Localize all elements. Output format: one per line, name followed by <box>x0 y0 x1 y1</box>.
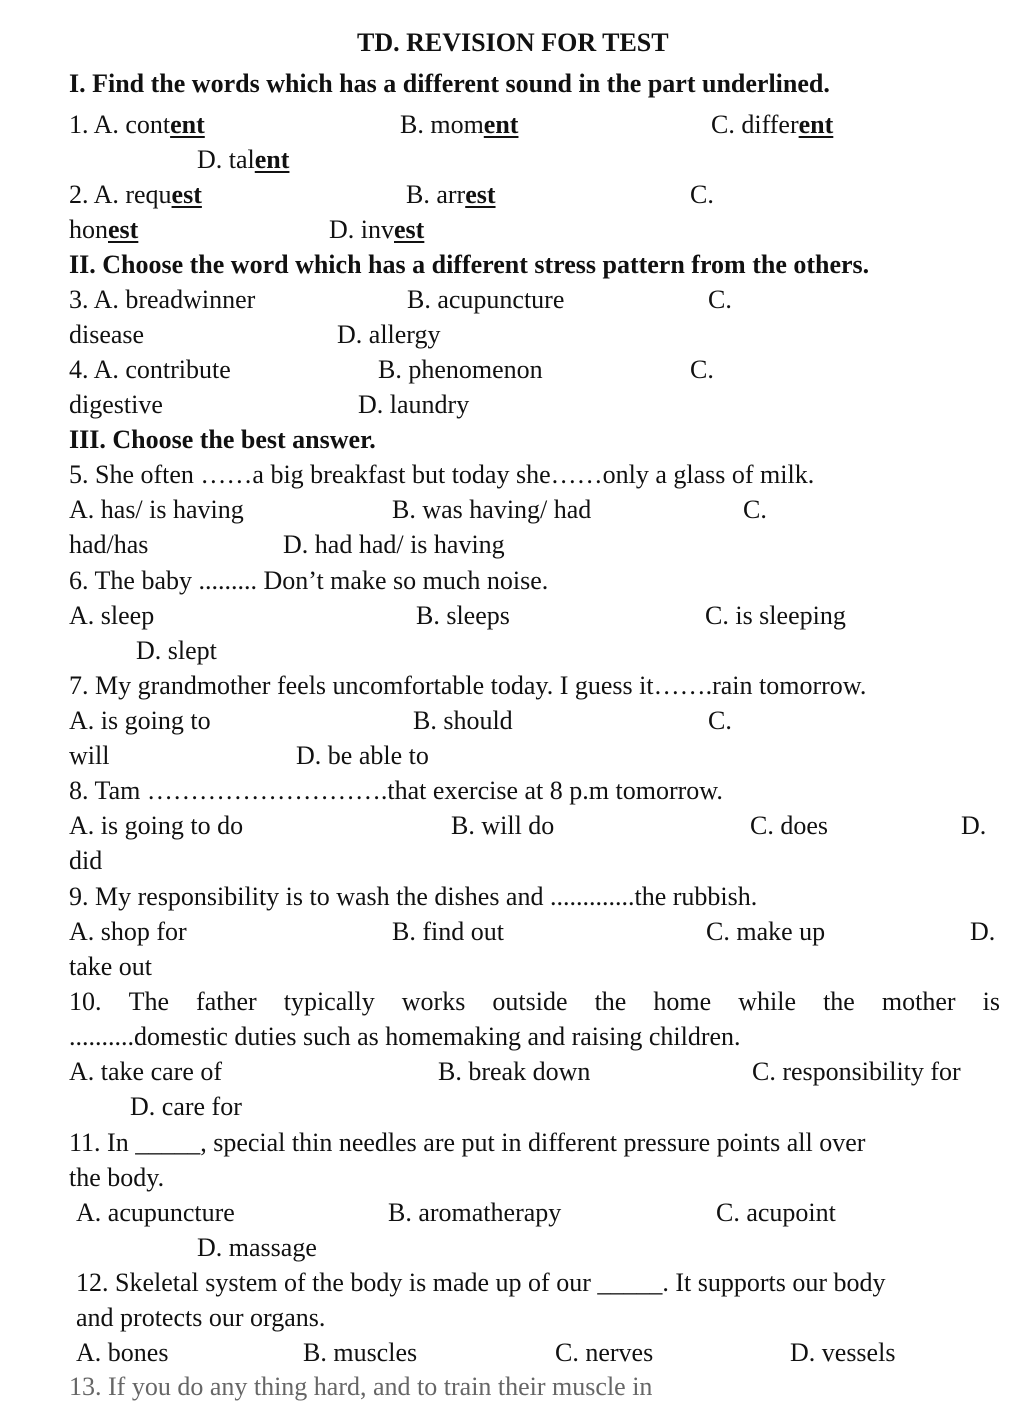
section-3-heading: III. Choose the best answer. <box>69 425 376 454</box>
q5-option-c: had/has <box>69 530 149 559</box>
q8-stem: 8. Tam ……………………….that exercise at 8 p.m tomorrow. <box>69 776 723 805</box>
q3-option-c-label: C. <box>708 285 732 314</box>
q9-option-d-label: D. <box>970 917 996 946</box>
q1-option-c: C. different <box>711 110 834 139</box>
q4-option-a: 4. A. contribute <box>69 355 231 384</box>
q5-option-c-label: C. <box>743 495 767 524</box>
q1-option-d: D. talent <box>197 145 290 174</box>
section-1-heading: I. Find the words which has a different sound in the part underlined. <box>69 69 830 98</box>
q7-option-b: B. should <box>413 706 513 735</box>
q13-partial-line: 13. If you do any thing hard, and to train their muscle in <box>69 1372 653 1401</box>
q8-option-c: C. does <box>750 811 828 840</box>
q10-option-a: A. take care of <box>69 1057 223 1086</box>
q7-stem: 7. My grandmother feels uncomfortable today. I guess it…….rain tomorrow. <box>69 671 867 700</box>
q11-stem-line-1: 11. In _____, special thin needles are put in different pressure points all over <box>69 1128 866 1157</box>
q4-option-c: digestive <box>69 390 163 419</box>
q9-option-b: B. find out <box>392 917 504 946</box>
q4-option-d: D. laundry <box>358 390 470 419</box>
q11-option-c: C. acupoint <box>716 1198 836 1227</box>
q7-option-a: A. is going to <box>69 706 211 735</box>
q12-stem-line-1: 12. Skeletal system of the body is made up of our _____. It supports our body <box>76 1268 886 1297</box>
section-2-heading: II. Choose the word which has a different stress pattern from the others. <box>69 250 870 279</box>
q6-stem: 6. The baby ......... Don’t make so much noise. <box>69 566 549 595</box>
q9-option-a: A. shop for <box>69 917 187 946</box>
q6-option-c: C. is sleeping <box>705 601 846 630</box>
q11-stem-line-2: the body. <box>69 1163 165 1192</box>
q12-stem-line-2: and protects our organs. <box>76 1303 326 1332</box>
q12-option-a: A. bones <box>76 1338 169 1367</box>
q5-option-a: A. has/ is having <box>69 495 244 524</box>
q10-option-b: B. break down <box>438 1057 591 1086</box>
q7-option-c: will <box>69 741 110 770</box>
q2-option-a: 2. A. request <box>69 180 202 209</box>
q9-stem: 9. My responsibility is to wash the dishes and .............the rubbish. <box>69 882 758 911</box>
q8-option-b: B. will do <box>451 811 555 840</box>
q4-option-b: B. phenomenon <box>378 355 543 384</box>
q11-option-a: A. acupuncture <box>76 1198 235 1227</box>
q10-option-c: C. responsibility for <box>752 1057 961 1086</box>
q2-option-c: honest <box>69 215 139 244</box>
q12-option-d: D. vessels <box>790 1338 896 1367</box>
q12-option-c: C. nerves <box>555 1338 654 1367</box>
q9-option-d: take out <box>69 952 153 981</box>
q8-option-d: did <box>69 846 103 875</box>
q7-option-c-label: C. <box>708 706 732 735</box>
q4-option-c-label: C. <box>690 355 714 384</box>
q3-option-c: disease <box>69 320 145 349</box>
q8-option-a: A. is going to do <box>69 811 244 840</box>
q7-option-d: D. be able to <box>296 741 429 770</box>
q10-stem-line-2: ..........domestic duties such as homemaking and raising children. <box>69 1022 741 1051</box>
q5-option-d: D. had had/ is having <box>283 530 505 559</box>
q2-option-d: D. invest <box>329 215 425 244</box>
q3-option-b: B. acupuncture <box>407 285 565 314</box>
q6-option-d: D. slept <box>136 636 217 665</box>
q1-option-a: 1. A. content <box>69 110 205 139</box>
page-title: TD. REVISION FOR TEST <box>357 28 669 57</box>
q11-option-d: D. massage <box>197 1233 317 1262</box>
q9-option-c: C. make up <box>706 917 826 946</box>
q3-option-a: 3. A. breadwinner <box>69 285 256 314</box>
q5-option-b: B. was having/ had <box>392 495 592 524</box>
q1-option-b: B. moment <box>400 110 519 139</box>
q3-option-d: D. allergy <box>337 320 441 349</box>
q2-option-b: B. arrest <box>406 180 496 209</box>
q10-stem-line-1: 10. The father typically works outside the home while the mother is <box>69 987 1000 1016</box>
q2-option-c-label: C. <box>690 180 714 209</box>
q8-option-d-label: D. <box>961 811 987 840</box>
q5-stem: 5. She often ……a big breakfast but today she……only a glass of milk. <box>69 460 815 489</box>
q12-option-b: B. muscles <box>303 1338 418 1367</box>
q10-option-d: D. care for <box>130 1092 242 1121</box>
q11-option-b: B. aromatherapy <box>388 1198 562 1227</box>
q6-option-a: A. sleep <box>69 601 155 630</box>
q6-option-b: B. sleeps <box>416 601 510 630</box>
